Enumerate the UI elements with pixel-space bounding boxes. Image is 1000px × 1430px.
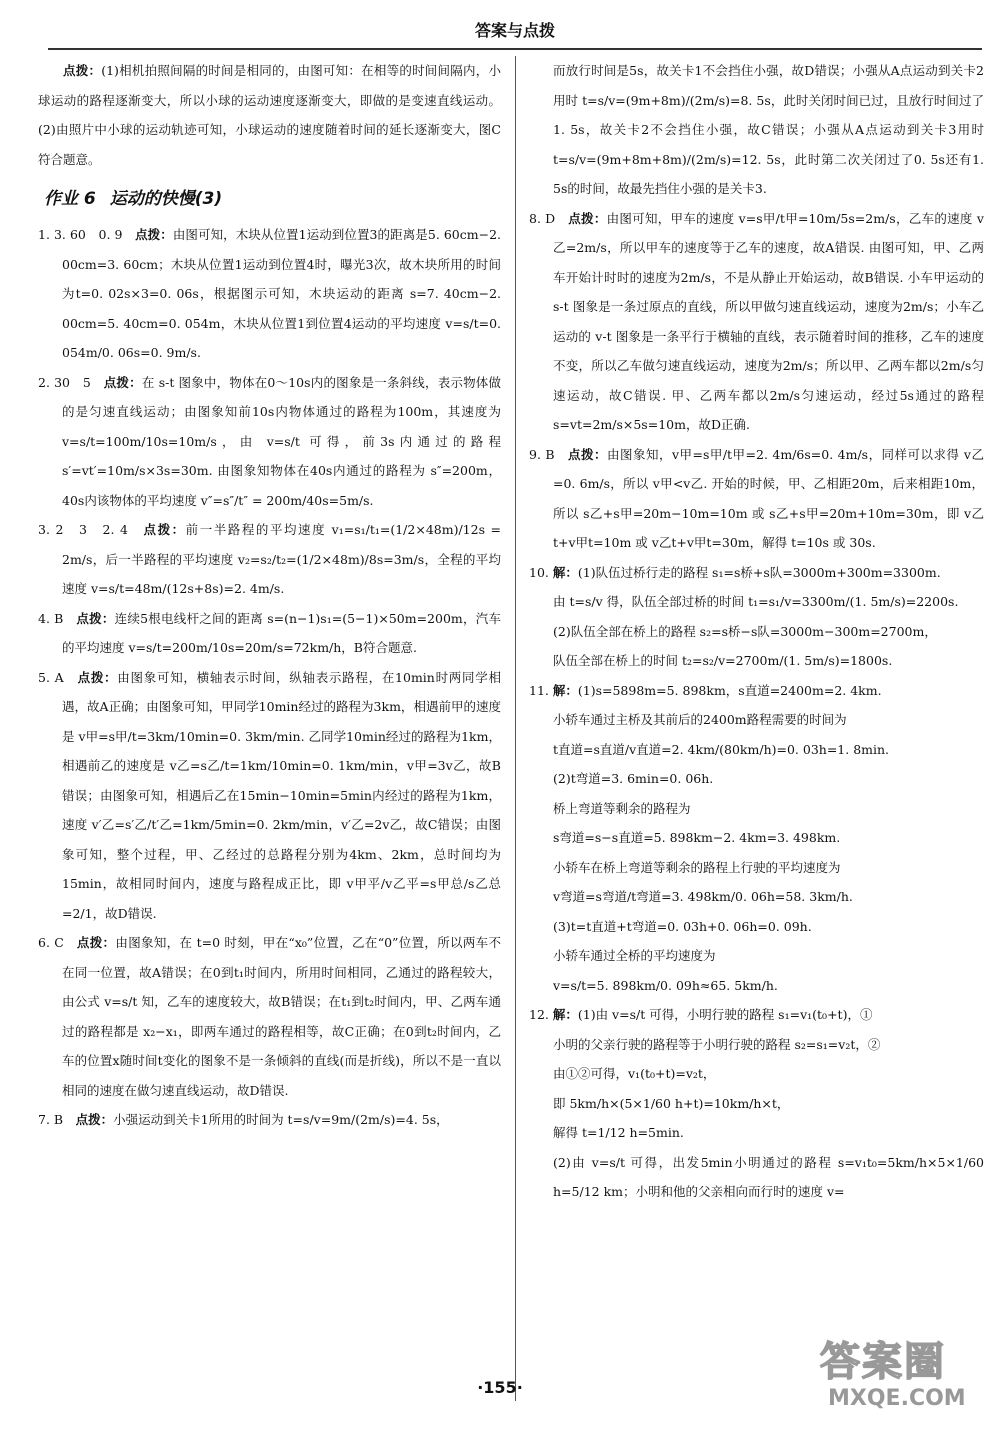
answer-item-3 bbox=[38, 515, 501, 604]
answer-text: 由图象可知，横轴表示时间，纵轴表示路程，在10min时两同学相遇，故A正确；由图象可知，甲同学10min经过的路程为3km，相遇前甲的速度是 v甲=s甲/t=3km/10min=0. 3km/min. 乙同学10min经过的路程为1km，相遇前乙的速度是 v乙=s乙/t=1km/10min=0. 1km/min，v甲=3v乙，故B错误；由图象可知，相遇后乙在15min−10min=5min内经过的路程为1km，速度 v′乙=s′乙/t′乙=1km/5min=0. 2km/min，v′乙=2v乙，故C错误；由图象可知，整个过程，甲、乙经过的总路程分别为4km、2km，总时间均为15min，故相同时间内，速度与路程成正比，即 v甲平/v乙平=s甲总/s乙总=2/1，故D错误. bbox=[62, 669, 501, 921]
answer-head: 4. B bbox=[38, 610, 77, 626]
answer-text: (1)s=5898m=5. 898km，s直道=2400m=2. 4km. bbox=[577, 682, 882, 698]
q12-line: 由①②可得，v₁(t₀+t)=v₂t， bbox=[553, 1066, 716, 1081]
left-column bbox=[38, 56, 501, 1135]
section-heading bbox=[44, 184, 501, 214]
answer-head: 8. D bbox=[529, 210, 569, 226]
answer-item-4 bbox=[38, 604, 501, 663]
section-title: 运动的快慢(3) bbox=[109, 189, 223, 209]
answer-label: 解： bbox=[552, 682, 578, 698]
answer-text: 连续5根电线杆之间的距离 s=(n−1)s₁=(5−1)×50m=200m，汽车的平均速度 v=s/t=200m/10s=20m/s=72km/h，B符合题意. bbox=[62, 610, 501, 655]
q11-line: 桥上弯道等剩余的路程为 bbox=[553, 800, 691, 816]
answer-item-9 bbox=[529, 440, 984, 558]
answer-head: 12. bbox=[529, 1007, 553, 1022]
watermark-url: MXQE.COM bbox=[828, 1386, 966, 1411]
q11-line: v弯道=s弯道/t弯道=3. 498km/0. 06h=58. 3km/h. bbox=[553, 889, 853, 904]
q12-line: 解得 t=1/12 h=5min. bbox=[553, 1125, 684, 1140]
right-column bbox=[529, 56, 984, 1207]
watermark-text: 答案圈 bbox=[820, 1339, 946, 1385]
answer-head: 7. B bbox=[38, 1112, 76, 1127]
answer-item-7-continued bbox=[529, 56, 984, 204]
q11-line: 小轿车在桥上弯道等剩余的路程上行驶的平均速度为 bbox=[553, 859, 841, 875]
answer-text: 小强运动到关卡1所用的时间为 t=s/v=9m/(2m/s)=4. 5s， bbox=[113, 1112, 449, 1127]
answer-head: 11. bbox=[529, 682, 553, 698]
q11-line: (2)t弯道=3. 6min=0. 06h. bbox=[553, 771, 714, 786]
answer-head: 3. 2 3 2. 4 bbox=[38, 522, 144, 537]
answer-text: (1)由 v=s/t 可得，小明行驶的路程 s₁=v₁(t₀+t)，① bbox=[577, 1007, 873, 1022]
answer-text: 由图可知，甲车的速度 v=s甲/t甲=10m/5s=2m/s，乙车的速度 v乙=2m/s，所以甲车的速度等于乙车的速度，故A错误. 由图可知，甲、乙两车开始计时时的速度为2m/s，不是从静止开始运动，故B错误. 小车甲运动的 s-t 图象是一条过原点的直线，所以甲做匀速直线运动，速度为2m/s；小车乙运动的 v-t 图象是一条平行于横轴的直线，表示随着时间的推移，乙车的速度不变，所以乙车做匀速直线运动，速度为2m/s；所以甲、乙两车都以2m/s匀速运动，故C错误. 甲、乙两车都以2m/s匀速运动，经过5s通过的路程 s=vt=2m/s×5s=10m，故D正确. bbox=[553, 210, 984, 432]
answer-text: 由图可知，木块从位置1运动到位置3的距离是5. 60cm−2. 00cm=3. 60cm；木块从位置1运动到位置4时，曝光3次，故木块所用的时间为t=0. 02s×3=0. 06s，根据图示可知，木块运动的距离 s=7. 40cm−2. 00cm=5. 40cm=0. 054m，木块从位置1到位置4运动的平均速度 v=s/t=0. 054m/0. 06s=0. 9m/s. bbox=[62, 227, 501, 360]
answer-label: 点拨： bbox=[568, 446, 608, 462]
answer-label: 点拨： bbox=[143, 522, 186, 537]
q11-line: 小轿车通过全桥的平均速度为 bbox=[553, 948, 716, 963]
answer-label: 解： bbox=[552, 1007, 578, 1022]
intro-text: (1)相机拍照间隔的时间是相同的，由图可知：在相等的时间间隔内，小球运动的路程逐渐变大，所以小球的运动速度逐渐变大，即做的是变速直线运动。(2)由照片中小球的运动轨迹可知，小球运动的速度随着时间的延长逐渐变大，图C符合题意。 bbox=[38, 63, 501, 167]
answer-label: 点拨： bbox=[103, 374, 142, 390]
column-divider bbox=[515, 56, 516, 1401]
intro-label: 点拨： bbox=[63, 63, 102, 78]
header-title: 答案与点拨 bbox=[474, 21, 555, 40]
q11-line: 小轿车通过主桥及其前后的2400m路程需要的时间为 bbox=[553, 712, 847, 727]
q10-line: 队伍全部在桥上的时间 t₂=s₂/v=2700m/(1. 5m/s)=1800s. bbox=[553, 653, 893, 668]
answer-label: 解： bbox=[552, 564, 578, 580]
page-header bbox=[48, 14, 982, 50]
answer-label: 点拨： bbox=[75, 1112, 114, 1127]
q11-line: s弯道=s−s直道=5. 898km−2. 4km=3. 498km. bbox=[553, 830, 841, 845]
answer-head: 10. bbox=[529, 564, 553, 580]
answer-head: 9. B bbox=[529, 446, 569, 462]
answer-text: (1)队伍过桥行走的路程 s₁=s桥+s队=3000m+300m=3300m. bbox=[577, 564, 941, 580]
answer-text: 而放行时间是5s，故关卡1不会挡住小强，故D错误；小强从A点运动到关卡2用时 t=s/v=(9m+8m)/(2m/s)=8. 5s，此时关闭时间已过，且放行时间过了1. 5s，故关卡2不会挡住小强，故C错误；小强从A点运动到关卡3用时 t=s/v=(9m+8m+8m)/(2m/s)=12. 5s，此时第二次关闭过了0. 5s还有1. 5s的时间，故最先挡住小强的是关卡3. bbox=[553, 63, 984, 196]
answer-item-7 bbox=[38, 1105, 501, 1135]
q10-line: 由 t=s/v 得，队伍全部过桥的时间 t₁=s₁/v=3300m/(1. 5m/s)=2200s. bbox=[553, 594, 959, 609]
q12-line: 即 5km/h×(5×1/60 h+t)=10km/h×t， bbox=[553, 1095, 790, 1111]
q11-line: (3)t=t直道+t弯道=0. 03h+0. 06h=0. 09h. bbox=[553, 918, 812, 934]
q10-line: (2)队伍全部在桥上的路程 s₂=s桥−s队=3000m−300m=2700m， bbox=[553, 623, 937, 639]
answer-text: 在 s-t 图象中，物体在0～10s内的图象是一条斜线，表示物体做的是匀速直线运动；由图象知前10s内物体通过的路程为100m，其速度为 v=s/t=100m/10s=10m/s，由 v=s/t 可得，前3s内通过的路程 s′=vt′=10m/s×3s=30m. 由图象知物体在40s内通过的路程为 s″=200m，40s内该物体的平均速度 v″=s″/t″ = 200m/40s=5m/s. bbox=[62, 374, 501, 508]
answer-item-11 bbox=[529, 676, 984, 706]
answer-label: 点拨： bbox=[76, 610, 115, 626]
answer-head: 2. 30 5 bbox=[38, 374, 104, 390]
answer-text: 由图象知，v甲=s甲/t甲=2. 4m/6s=0. 4m/s，同样可以求得 v乙=0. 6m/s，所以 v甲<v乙. 开始的时候，甲、乙相距20m，后来相距10m，所以 s乙+s甲=20m−10m=10m 或 s乙+s甲=20m+10m=30m，即 v乙t+v甲t=10m 或 v乙t+v甲t=30m，解得 t=10s 或 30s. bbox=[553, 446, 984, 550]
answer-text: 前一半路程的平均速度 v₁=s₁/t₁=(1/2×48m)/12s = 2m/s，后一半路程的平均速度 v₂=s₂/t₂=(1/2×48m)/8s=3m/s，全程的平均速度 v=s/t=48m/(12s+8s)=2. 4m/s. bbox=[62, 522, 501, 596]
answer-item-8 bbox=[529, 204, 984, 440]
answer-item-5 bbox=[38, 663, 501, 929]
q11-line: t直道=s直道/v直道=2. 4km/(80km/h)=0. 03h=1. 8min. bbox=[553, 741, 890, 757]
answer-text: 由图象知，在 t=0 时刻，甲在“x₀”位置，乙在“0”位置，所以两车不在同一位置，故A错误；在0到t₁时间内，所用时间相同，乙通过的路程较大，由公式 v=s/t 知，乙车的速度较大，故B错误；在t₁到t₂时间内，甲、乙两车通过的路程都是 x₂−x₁，即两车通过的路程相等，故C正确；在0到t₂时间内，乙车的位置x随时间t变化的图象不是一条倾斜的直线(而是折线)，所以不是一直以相同的速度在做匀速直线运动，故D错误. bbox=[62, 935, 501, 1098]
answer-item-1 bbox=[38, 220, 501, 368]
q11-line: v=s/t=5. 898km/0. 09h≈65. 5km/h. bbox=[553, 977, 778, 993]
answer-label: 点拨： bbox=[135, 227, 173, 242]
answer-item-2 bbox=[38, 368, 501, 516]
answer-label: 点拨： bbox=[568, 210, 607, 226]
answer-head: 1. 3. 60 0. 9 bbox=[38, 227, 136, 242]
page-number: ·155· bbox=[477, 1378, 523, 1397]
answer-head: 6. C bbox=[38, 935, 77, 950]
answer-head: 5. A bbox=[38, 669, 78, 685]
q12-line: 小明的父亲行驶的路程等于小明行驶的路程 s₂=s₁=v₂t，② bbox=[553, 1036, 881, 1052]
answer-item-10 bbox=[529, 558, 984, 588]
answer-label: 点拨： bbox=[76, 935, 116, 950]
q12-line: (2)由 v=s/t 可得，出发5min小明通过的路程 s=v₁t₀=5km/h×5×1/60 h=5/12 km；小明和他的父亲相向而行时的速度 v= bbox=[553, 1154, 984, 1199]
answer-item-6 bbox=[38, 928, 501, 1105]
answer-item-12 bbox=[529, 1000, 984, 1030]
watermark-logo bbox=[820, 1330, 990, 1422]
section-label: 作业 6 bbox=[44, 189, 96, 209]
answer-label: 点拨： bbox=[77, 669, 118, 685]
intro-note bbox=[38, 56, 501, 174]
